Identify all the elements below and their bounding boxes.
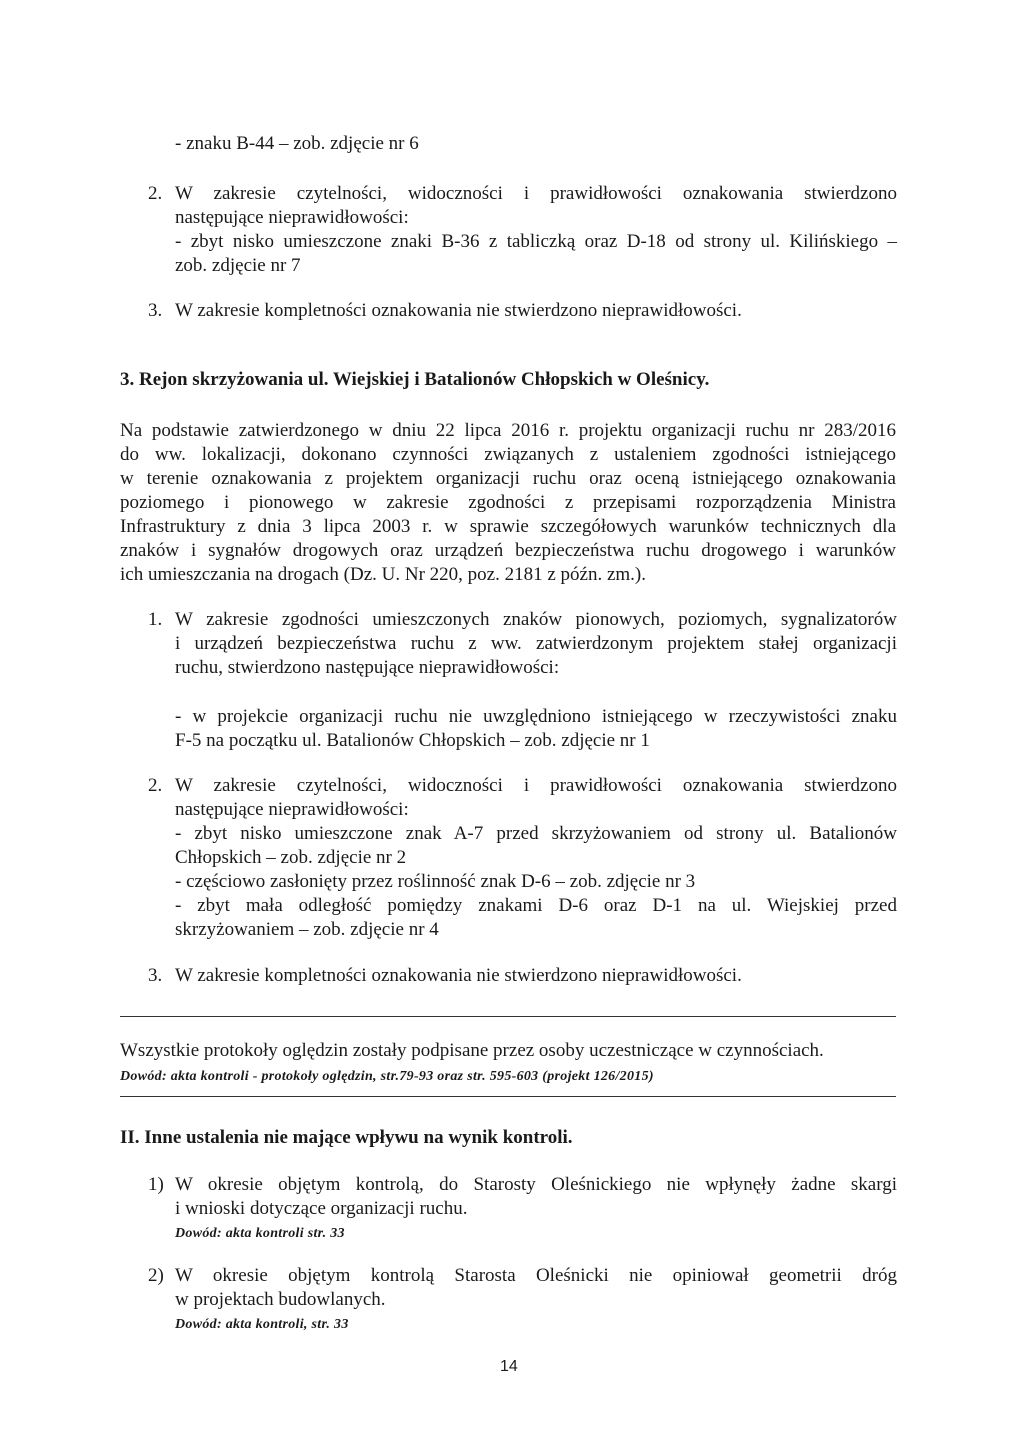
item-text-line: - częściowo zasłonięty przez roślinność znak D-6 – zob. zdjęcie nr 3 [175,871,696,892]
item-number: 3. [148,965,163,986]
item-text-line: w projektach budowlanych. [175,1289,386,1310]
item-number: 3. [148,300,163,321]
divider [120,1016,896,1017]
item-number: 2) [148,1265,164,1286]
item-text-line: - zbyt nisko umieszczone znaki B-36 z tabliczką oraz D-18 od strony ul. Kilińskiego – [175,231,897,252]
item-number: 2. [148,775,163,796]
item-text-line: skrzyżowaniem – zob. zdjęcie nr 4 [175,919,439,940]
paragraph-line: w terenie oznakowania z projektem organizacji ruchu oraz oceną istniejącego oznakowania [120,468,896,489]
section-heading: 3. Rejon skrzyżowania ul. Wiejskiej i Batalionów Chłopskich w Oleśnicy. [120,369,710,390]
evidence-note: Dowód: akta kontroli str. 33 [175,1226,345,1241]
item-text-line: W zakresie zgodności umieszczonych znaków pionowych, poziomych, sygnalizatorów [175,609,897,630]
paragraph-line: Infrastruktury z dnia 3 lipca 2003 r. w sprawie szczegółowych warunków technicznych dla [120,516,896,537]
item-number: 1) [148,1174,164,1195]
item-text-line: i wnioski dotyczące organizacji ruchu. [175,1198,468,1219]
item-text-line: W zakresie czytelności, widoczności i prawidłowości oznakowania stwierdzono [175,183,897,204]
item-text-line: W zakresie kompletności oznakowania nie stwierdzono nieprawidłowości. [175,300,742,321]
item-text-line: Chłopskich – zob. zdjęcie nr 2 [175,847,407,868]
evidence-note: Dowód: akta kontroli, str. 33 [175,1317,349,1332]
bullet-line: - znaku B-44 – zob. zdjęcie nr 6 [175,133,419,154]
evidence-note: Dowód: akta kontroli - protokoły oględzin, str.79-93 oraz str. 595-603 (projekt 126/2015) [120,1069,654,1084]
paragraph-line: ich umieszczania na drogach (Dz. U. Nr 220, poz. 2181 z późn. zm.). [120,564,647,585]
paragraph-line: znaków i sygnałów drogowych oraz urządzeń bezpieczeństwa ruchu drogowego i warunków [120,540,896,561]
item-text-line: ruchu, stwierdzono następujące nieprawidłowości: [175,657,560,678]
divider [120,1096,896,1097]
section-heading: II. Inne ustalenia nie mające wpływu na wynik kontroli. [120,1127,573,1148]
item-text-line: W okresie objętym kontrolą, do Starosty Oleśnickiego nie wpłynęły żadne skargi [175,1174,897,1195]
item-text-line: - w projekcie organizacji ruchu nie uwzględniono istniejącego w rzeczywistości znaku [175,706,897,727]
item-text-line: W zakresie kompletności oznakowania nie stwierdzono nieprawidłowości. [175,965,742,986]
item-text-line: i urządzeń bezpieczeństwa ruchu z ww. zatwierdzonym projektem stałej organizacji [175,633,897,654]
item-text-line: F-5 na początku ul. Batalionów Chłopskich – zob. zdjęcie nr 1 [175,730,650,751]
item-text-line: W okresie objętym kontrolą Starosta Oleśnicki nie opiniował geometrii dróg [175,1265,897,1286]
item-number: 1. [148,609,163,630]
paragraph-line: poziomego i pionowego w zakresie zgodności z przepisami rozporządzenia Ministra [120,492,896,513]
paragraph-line: do ww. lokalizacji, dokonano czynności związanych z ustaleniem zgodności istniejącego [120,444,896,465]
item-text-line: - zbyt mała odległość pomiędzy znakami D-6 oraz D-1 na ul. Wiejskiej przed [175,895,897,916]
item-text-line: następujące nieprawidłowości: [175,799,409,820]
item-number: 2. [148,183,163,204]
protocols-text: Wszystkie protokoły oględzin zostały podpisane przez osoby uczestniczące w czynnościach. [120,1040,824,1061]
item-text-line: następujące nieprawidłowości: [175,207,409,228]
item-text-line: W zakresie czytelności, widoczności i prawidłowości oznakowania stwierdzono [175,775,897,796]
page-number: 14 [500,1358,518,1375]
item-text-line: - zbyt nisko umieszczone znak A-7 przed skrzyżowaniem od strony ul. Batalionów [175,823,897,844]
item-text-line: zob. zdjęcie nr 7 [175,255,301,276]
paragraph-line: Na podstawie zatwierdzonego w dniu 22 lipca 2016 r. projektu organizacji ruchu nr 283/2016 [120,420,896,441]
